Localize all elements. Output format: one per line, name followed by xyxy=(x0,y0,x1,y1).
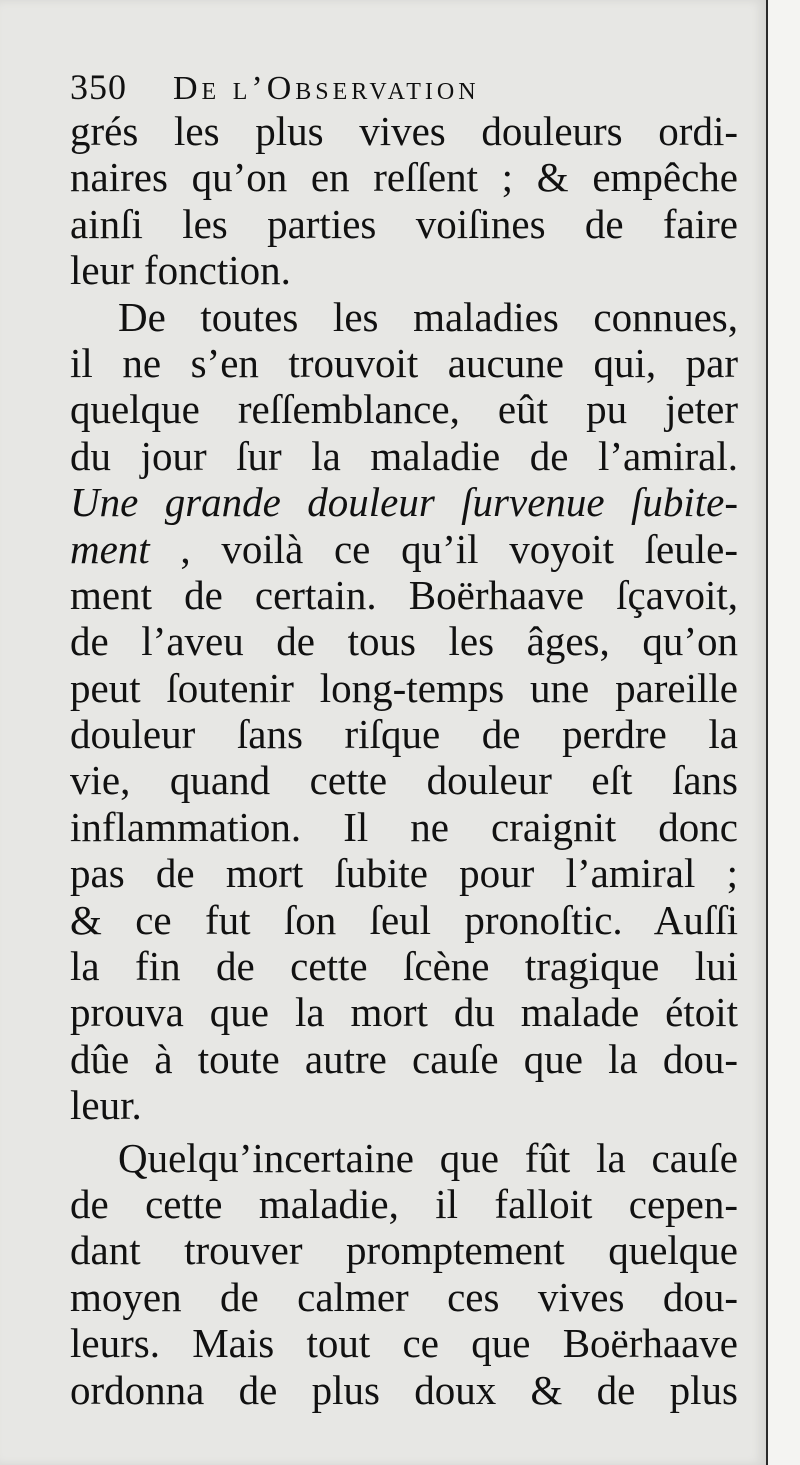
text-fragment: , voilà ce qu’il voyoit ſeule- xyxy=(149,525,738,572)
text-line: & ce fut ſon ſeul pronoſtic. Auſſi xyxy=(70,896,738,943)
text-line: leurs. Mais tout ce que Boërhaave xyxy=(70,1320,738,1367)
text-line xyxy=(70,526,738,572)
text-line: de cette maladie, il falloit cepen- xyxy=(70,1180,738,1227)
text-line: quelque reſſemblance, eût pu jeter xyxy=(70,386,738,433)
text-line: pas de mort ſubite pour l’amiral ; xyxy=(70,850,738,897)
text-line: leur fonction. xyxy=(70,247,291,294)
text-line: ordonna de plus doux & de plus xyxy=(70,1366,738,1413)
italic-fragment: ment xyxy=(70,525,150,572)
page-header xyxy=(70,66,480,108)
text-line: leur. xyxy=(70,1082,142,1129)
text-line: dûe à toute autre cauſe que la dou- xyxy=(70,1035,738,1082)
text-line: moyen de calmer ces vives dou- xyxy=(70,1273,738,1320)
page-edge xyxy=(766,0,800,1465)
text-line: grés les plus vives douleurs ordi- xyxy=(70,108,738,154)
text-line: Quelqu’incertaine que fût la cauſe xyxy=(118,1134,738,1181)
text-line: ment de certain. Boërhaave ſçavoit, xyxy=(70,571,738,618)
body-text xyxy=(70,108,738,1413)
text-line: du jour ſur la maladie de l’amiral. xyxy=(70,432,738,479)
running-head: De l’Observation xyxy=(173,70,480,107)
text-line: la fin de cette ſcène tragique lui xyxy=(70,943,738,990)
text-line: il ne s’en trouvoit aucune qui, par xyxy=(70,339,738,386)
text-line-italic: Une grande douleur ſurvenue ſubite- xyxy=(70,479,738,526)
text-line: inflammation. Il ne craignit donc xyxy=(70,803,738,850)
text-line: peut ſoutenir long-temps une pareille xyxy=(70,664,738,711)
text-line: De toutes les maladies connues, xyxy=(118,293,738,340)
text-line: douleur ſans riſque de perdre la xyxy=(70,711,738,758)
text-line: ainſi les parties voiſines de faire xyxy=(70,200,738,247)
text-line: naires qu’on en reſſent ; & empêche xyxy=(70,154,738,201)
page-number: 350 xyxy=(70,67,127,107)
text-line: dant trouver promptement quelque xyxy=(70,1227,738,1274)
text-line: de l’aveu de tous les âges, qu’on xyxy=(70,618,738,665)
text-line: prouva que la mort du malade étoit xyxy=(70,989,738,1036)
text-line: vie, quand cette douleur eſt ſans xyxy=(70,757,738,804)
